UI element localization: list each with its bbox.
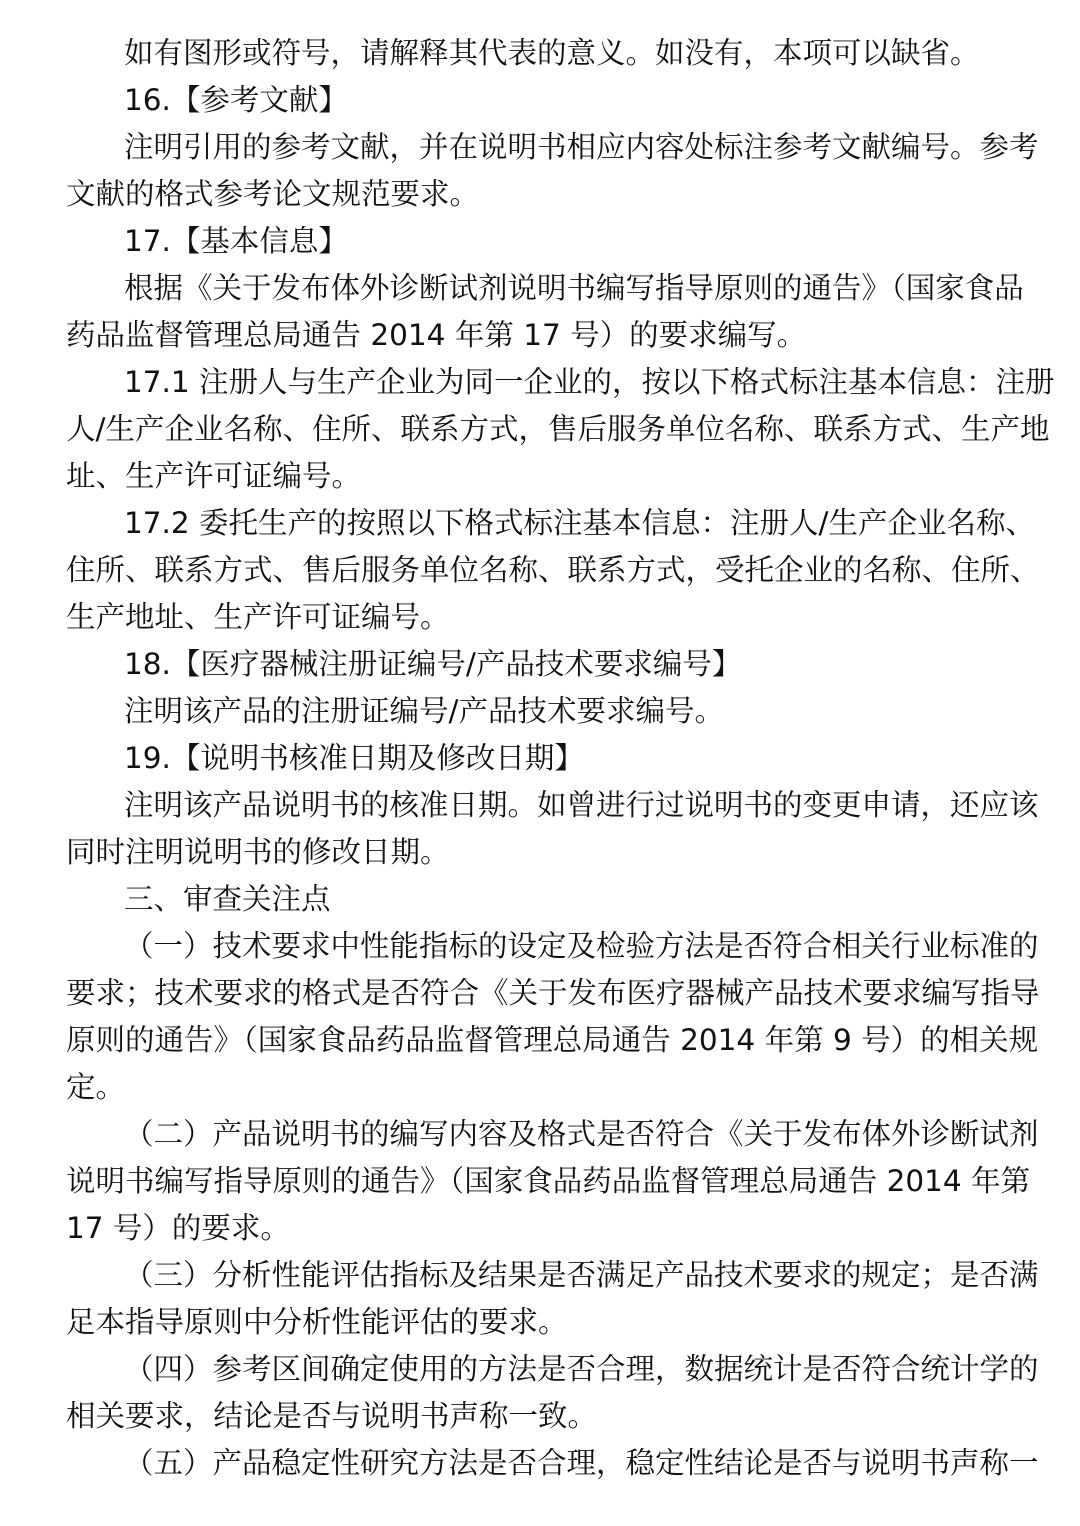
text-line: 住所、联系方式、售后服务单位名称、联系方式，受托企业的名称、住所、 bbox=[66, 553, 1040, 587]
para-17-2 bbox=[66, 500, 1040, 641]
text-line: 人/生产企业名称、住所、联系方式，售后服务单位名称、联系方式、生产地 bbox=[66, 412, 1050, 446]
para-18-registration-number bbox=[66, 688, 1014, 735]
text-line: 同时注明说明书的修改日期。 bbox=[66, 835, 450, 869]
text-line: 足本指导原则中分析性能评估的要求。 bbox=[66, 1305, 568, 1339]
heading-19-approval-date bbox=[66, 735, 1014, 782]
para-review-point-4 bbox=[66, 1346, 1039, 1440]
text-line: 注明该产品的注册证编号/产品技术要求编号。 bbox=[124, 694, 724, 728]
text-line: 如有图形或符号，请解释其代表的意义。如没有，本项可以缺省。 bbox=[124, 36, 980, 70]
para-16-references bbox=[66, 124, 1039, 218]
text-line: 19.【说明书核准日期及修改日期】 bbox=[124, 741, 584, 775]
text-line: 生产地址、生产许可证编号。 bbox=[66, 600, 450, 634]
para-review-point-1 bbox=[66, 923, 1040, 1111]
text-line: 要求；技术要求的格式是否符合《关于发布医疗器械产品技术要求编写指导 bbox=[66, 976, 1040, 1010]
text-line: 定。 bbox=[66, 1070, 126, 1104]
text-line: 注明该产品说明书的核准日期。如曾进行过说明书的变更申请，还应该 bbox=[124, 788, 1039, 822]
text-line: （一）技术要求中性能指标的设定及检验方法是否符合相关行业标准的 bbox=[124, 929, 1039, 963]
text-line: 注明引用的参考文献，并在说明书相应内容处标注参考文献编号。参考 bbox=[124, 130, 1039, 164]
text-line: 址、生产许可证编号。 bbox=[66, 459, 362, 493]
para-review-point-5 bbox=[66, 1440, 1039, 1487]
heading-18-registration-number bbox=[66, 641, 1014, 688]
text-line: （三）分析性能评估指标及结果是否满足产品技术要求的规定；是否满 bbox=[124, 1258, 1039, 1292]
text-line: 17 号）的要求。 bbox=[66, 1211, 290, 1245]
text-line: 17.2 委托生产的按照以下格式标注基本信息：注册人/生产企业名称、 bbox=[124, 506, 1036, 540]
document-page bbox=[66, 30, 1055, 1487]
text-line: 药品监督管理总局通告 2014 年第 17 号）的要求编写。 bbox=[66, 318, 807, 352]
heading-16-references bbox=[66, 77, 1014, 124]
text-line: 17.1 注册人与生产企业为同一企业的，按以下格式标注基本信息：注册 bbox=[124, 365, 1055, 399]
para-review-point-3 bbox=[66, 1252, 1039, 1346]
text-line: 18.【医疗器械注册证编号/产品技术要求编号】 bbox=[124, 647, 742, 681]
para-figure-symbols-note bbox=[66, 30, 1014, 77]
text-line: 三、审查关注点 bbox=[124, 882, 331, 916]
heading-17-basic-info bbox=[66, 218, 1014, 265]
para-review-point-2 bbox=[66, 1111, 1039, 1252]
text-line: 16.【参考文献】 bbox=[124, 83, 348, 117]
text-line: 相关要求，结论是否与说明书声称一致。 bbox=[66, 1399, 598, 1433]
text-line: 文献的格式参考论文规范要求。 bbox=[66, 177, 480, 211]
para-19-approval-date bbox=[66, 782, 1039, 876]
heading-section-3-review-points bbox=[66, 876, 1014, 923]
text-line: 根据《关于发布体外诊断试剂说明书编写指导原则的通告》（国家食品 bbox=[124, 271, 1024, 305]
text-line: （五）产品稳定性研究方法是否合理，稳定性结论是否与说明书声称一 bbox=[124, 1446, 1039, 1480]
text-line: 原则的通告》（国家食品药品监督管理总局通告 2014 年第 9 号）的相关规 bbox=[66, 1023, 1039, 1057]
text-line: 17.【基本信息】 bbox=[124, 224, 348, 258]
para-17-basic-info bbox=[66, 265, 1024, 359]
text-line: 说明书编写指导原则的通告》（国家食品药品监督管理总局通告 2014 年第 bbox=[66, 1164, 1031, 1198]
para-17-1 bbox=[66, 359, 1055, 500]
text-line: （二）产品说明书的编写内容及格式是否符合《关于发布体外诊断试剂 bbox=[124, 1117, 1039, 1151]
text-line: （四）参考区间确定使用的方法是否合理，数据统计是否符合统计学的 bbox=[124, 1352, 1039, 1386]
